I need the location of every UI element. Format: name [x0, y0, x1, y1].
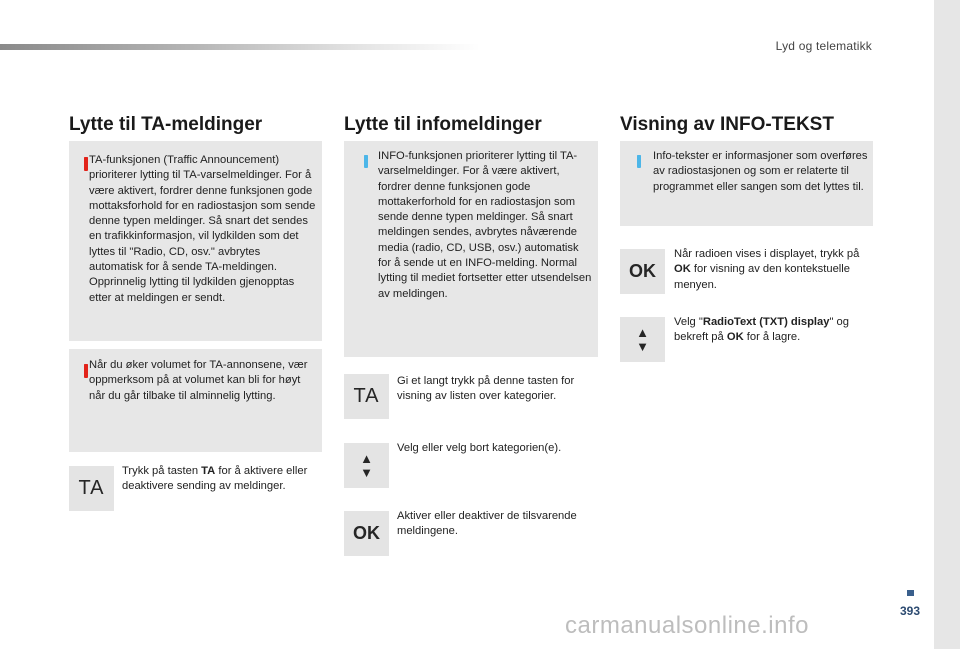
ta-key-icon: TA	[344, 374, 389, 419]
col3-info-text: Info-tekster er informasjoner som overføres av radiostasjonen og som er relaterte til programmet eller sangen som det lyttes til.	[653, 150, 868, 193]
section-header: Lyd og telematikk	[775, 39, 872, 53]
col2-info-text: INFO-funksjonen prioriterer lytting til TA-varselmeldinger. For å være aktivert, fordrer denne funksjonen gode mottakerforhold for en radiostasjon som sende denne typen meldinger. Så snart meldingen sendes, avbrytes nåværende media (radio, CD, USB, osv.) automatisk for å sende ut en INFO-melding. Normal lytting til mediet fortsetter etter utsendelsen av meldingen.	[378, 150, 592, 300]
watermark: carmanualsonline.info	[565, 612, 809, 639]
warning-icon	[84, 157, 88, 171]
header-gradient-bar	[0, 44, 480, 50]
col2-step1: Gi et langt trykk på denne tasten for visning av listen over kategorier.	[397, 375, 575, 403]
col1-volume-text: Når du øker volumet for TA-annonsene, vær oppmerksom på at volumet kan bli for høyt når du går tilbake til alminnelig lytting.	[89, 359, 308, 402]
col2-title: Lytte til infomeldinger	[344, 114, 542, 135]
ok-key-icon: OK	[344, 511, 389, 556]
col1-volume-note	[69, 349, 322, 452]
page-number: 393	[900, 604, 921, 618]
col1-warning-note	[69, 141, 322, 341]
side-strip	[934, 0, 960, 649]
page-marker	[907, 590, 914, 596]
info-icon	[364, 155, 368, 168]
arrow-down-icon: ▼	[360, 464, 373, 480]
info-icon	[637, 155, 641, 168]
arrow-keys-icon	[344, 443, 389, 488]
arrow-up-icon: ▲	[360, 450, 373, 466]
col2-info-note	[344, 141, 598, 357]
arrow-keys-icon	[620, 317, 665, 362]
ta-key-icon: TA	[69, 466, 114, 511]
col3-step1: Når radioen vises i displayet, trykk på OK for visning av den kontekstuelle menyen.	[674, 248, 860, 291]
col3-title: Visning av INFO-TEKST	[620, 114, 834, 135]
col1-title: Lytte til TA-meldinger	[69, 114, 263, 135]
col1-warning-text: TA-funksjonen (Traffic Announcement) prioriterer lytting til TA-varselmeldinger. For å være aktivert, fordrer denne funksjonen gode mottaksforhold for en radiostasjon som sende denne typen meldinger. Så snart det sendes en trafikkinformasjon, vil lydkilden som det lyttes til "Radio, CD, osv." avbrytes automatisk for å sende TA-meldingen. Opprinnelig lytting til lydkilden gjenopptas etter at meldingen er sendt.	[89, 154, 316, 304]
col1-step: Trykk på tasten TA for å aktivere eller deaktivere sending av meldinger.	[122, 465, 308, 493]
warning-icon	[84, 364, 88, 378]
ok-key-icon: OK	[620, 249, 665, 294]
col2-step2: Velg eller velg bort kategorien(e).	[397, 442, 562, 454]
col3-step2: Velg "RadioText (TXT) display" og bekreft på OK for å lagre.	[674, 316, 849, 344]
arrow-up-icon: ▲	[636, 324, 649, 340]
col3-info-note	[620, 141, 873, 226]
col2-step3: Aktiver eller deaktiver de tilsvarende meldingene.	[397, 510, 577, 538]
arrow-down-icon: ▼	[636, 338, 649, 354]
